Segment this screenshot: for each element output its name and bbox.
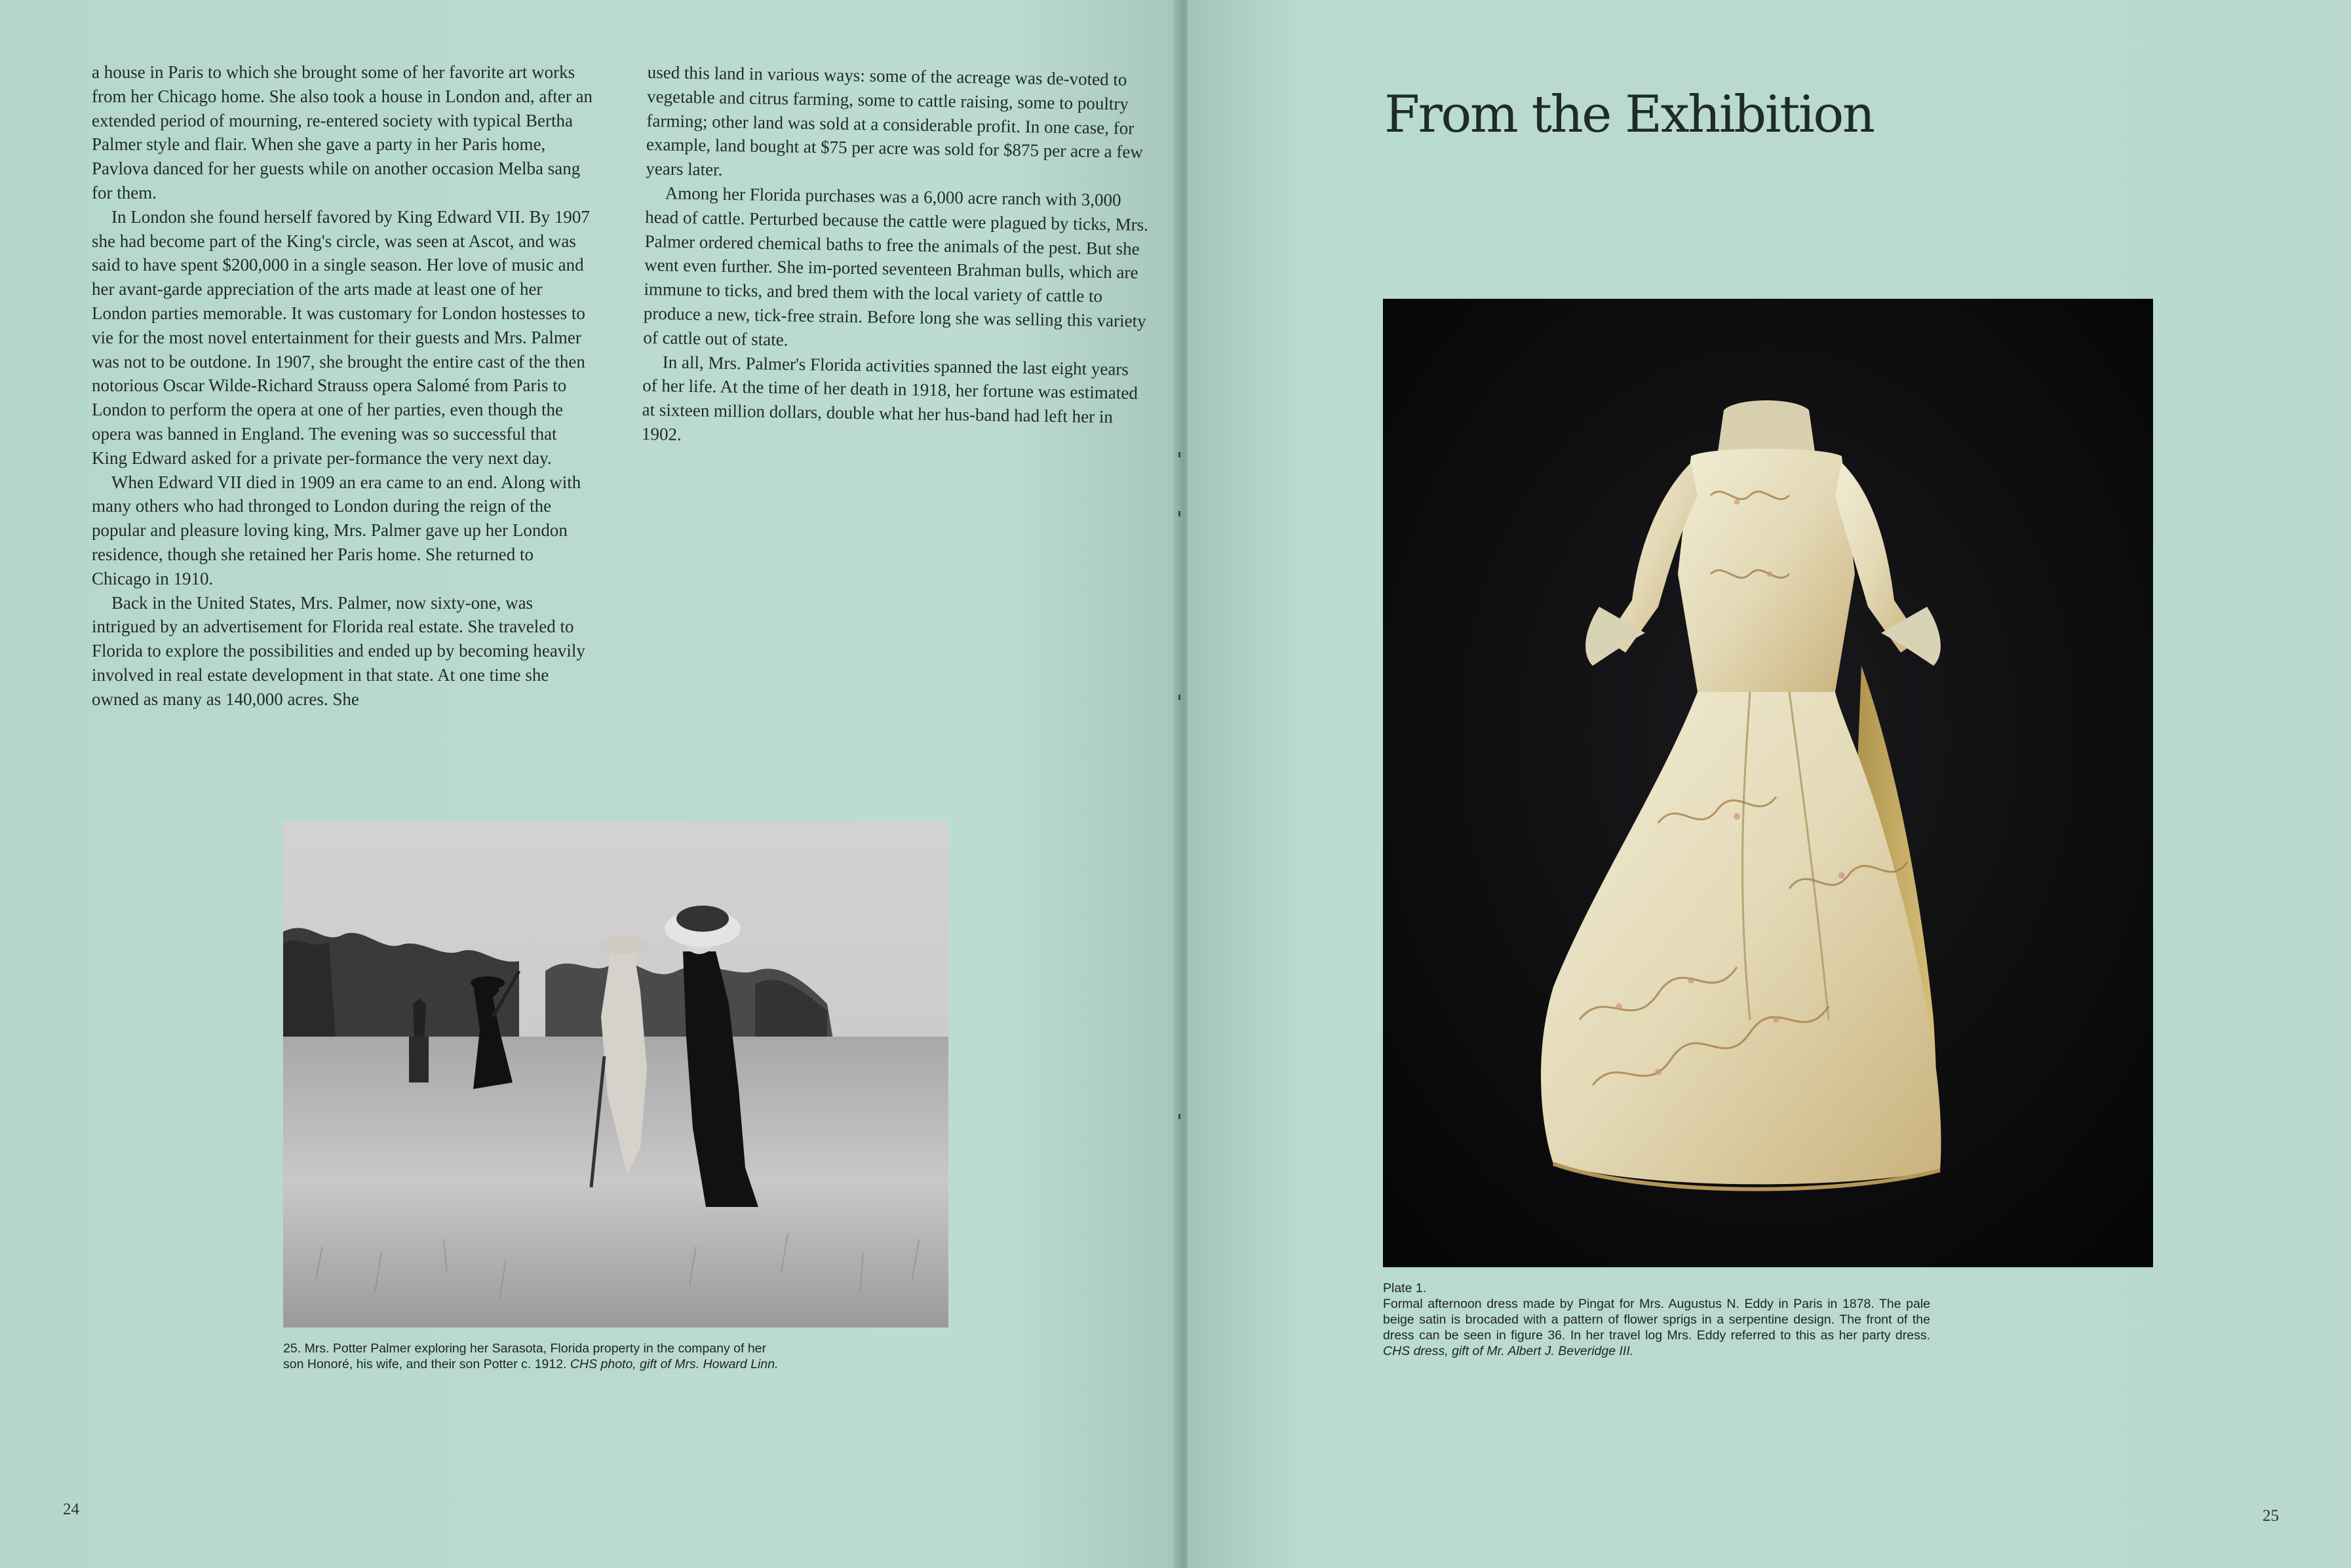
binding-mark bbox=[1178, 695, 1180, 700]
caption-text: Formal afternoon dress made by Pingat for Mrs. Augustus N. Eddy in Paris in 1878. The pale beige satin is brocaded with a pattern of flower sprigs in a serpentine design. The front of the dress can be seen in figure 36. In her travel log Mrs. Eddy referred to this as her party dress. bbox=[1383, 1297, 1930, 1343]
paragraph: Among her Florida purchases was a 6,000 acre ranch with 3,000 head of cattle. Perturbed because the cattle were plagued by ticks, Mrs. Palmer ordered chemical baths to free the animals of the pest. But she went even further. She im-ported seventeen Brahman bulls, which are immune to ticks, and bred them with the local variety of cattle to produce a new, tick-free strain. Before long she was selling this variety of cattle out of state. bbox=[643, 183, 1149, 350]
paragraph: In London she found herself favored by King Edward VII. By 1907 she had become part of the King's circle, was seen at Ascot, and was said to have spent $200,000 in a single season. Her love of music and her avant-garde appreciation of the arts made at least one of her London parties memorable. It was customary for London hostesses to vie for the most novel entertainment for their guests and Mrs. Palmer was not to be outdone. In 1907, she brought the entire cast of the then notorious Oscar Wilde-Richard Strauss opera Salomé from Paris to London to perform the opera at one of her parties, even though the opera was banned in England. The evening was so successful that King Edward asked for a private per-formance the very next day. bbox=[92, 206, 590, 468]
plate-label: Plate 1. bbox=[1383, 1281, 1427, 1295]
section-title: From the Exhibition bbox=[1384, 85, 1874, 144]
plate-caption bbox=[1383, 1280, 1930, 1359]
paragraph: In all, Mrs. Palmer's Florida activities spanned the last eight years of her life. At the time of her death in 1918, her fortune was estimated at sixteen million dollars, double what her hus-band had left her in 1902. bbox=[641, 351, 1138, 444]
dress-photograph bbox=[1383, 299, 2153, 1267]
paragraph: used this land in various ways: some of the acreage was de-voted to vegetable and citrus farming, some to cattle raising, some to poultry farming; other land was sold at a considerable profit. In one case, for example, land bought at $75 per acre was sold for $875 per acre a few years later. bbox=[646, 62, 1144, 180]
text-column-left bbox=[92, 60, 596, 712]
page-number-left: 24 bbox=[63, 1501, 79, 1518]
right-page bbox=[1188, 0, 2351, 1568]
caption-credit: CHS dress, gift of Mr. Albert J. Beveridge III. bbox=[1383, 1344, 1634, 1358]
binding-mark bbox=[1178, 1114, 1180, 1119]
page-number-right: 25 bbox=[2263, 1507, 2279, 1525]
binding-mark bbox=[1178, 452, 1180, 457]
paragraph: When Edward VII died in 1909 an era came to an end. Along with many others who had thronged to London during the reign of the popular and pleasure loving king, Mrs. Palmer gave up her London residence, though she retained her Paris home. She returned to Chicago in 1910. bbox=[92, 472, 581, 588]
caption-text: 25. Mrs. Potter Palmer exploring her Sarasota, Florida property in the company of her son Honoré, his wife, and their son Potter c. 1912. bbox=[283, 1341, 767, 1371]
paragraph: Back in the United States, Mrs. Palmer, now sixty-one, was intrigued by an advertisement for Florida real estate. She traveled to Florida to explore the possibilities and ended up by becoming heavily involved in real estate development in that state. At one time she owned as many as 140,000 acres. She bbox=[92, 592, 585, 709]
text-column-right bbox=[642, 60, 1152, 454]
photo-caption bbox=[283, 1341, 788, 1372]
field-photograph bbox=[283, 820, 948, 1328]
caption-credit: CHS photo, gift of Mrs. Howard Linn. bbox=[570, 1357, 779, 1371]
binding-mark bbox=[1178, 511, 1180, 516]
paragraph: a house in Paris to which she brought some of her favorite art works from her Chicago home. She also took a house in London and, after an extended period of mourning, re-entered society with typical Bertha Palmer style and flair. When she gave a party in her Paris home, Pavlova danced for her guests while on another occasion Melba sang for them. bbox=[92, 62, 593, 202]
